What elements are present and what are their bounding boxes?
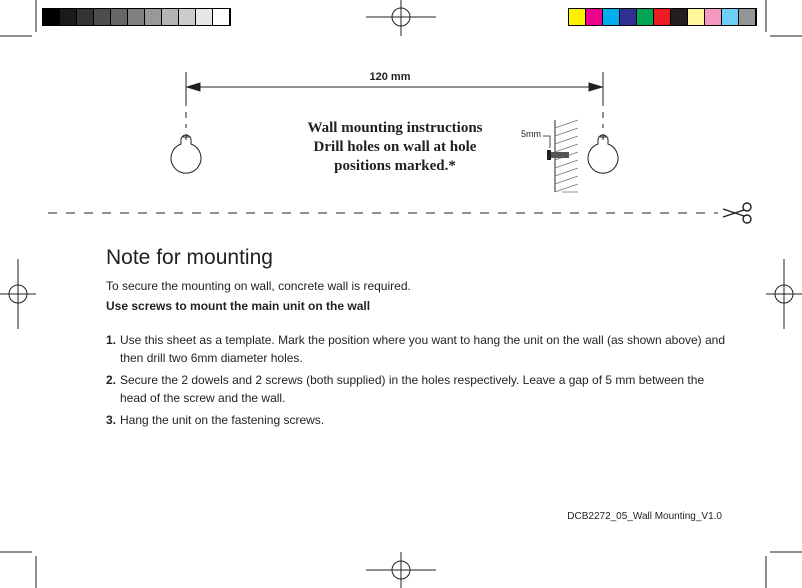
step-item bbox=[106, 371, 726, 407]
scissors-icon bbox=[723, 203, 751, 223]
step-item bbox=[106, 411, 726, 429]
step-item bbox=[106, 331, 726, 367]
screw-head-icon bbox=[547, 150, 551, 160]
document-id: DCB2272_05_Wall Mounting_V1.0 bbox=[567, 511, 722, 522]
mounting-steps bbox=[106, 331, 726, 433]
registration-mark-bottom bbox=[366, 552, 436, 588]
instructions-line-2: Drill holes on wall at hole bbox=[313, 139, 477, 155]
wall-mounting-instructions bbox=[270, 119, 520, 176]
step-number: 3. bbox=[106, 413, 117, 427]
keyhole-left-icon bbox=[171, 134, 201, 173]
step-number: 1. bbox=[106, 333, 117, 347]
keyhole-right-icon bbox=[588, 134, 618, 173]
instructions-line-3: positions marked.* bbox=[334, 158, 456, 174]
step-text: Secure the 2 dowels and 2 screws (both supplied) in the holes respectively. Leave a gap of 5 mm between the head of the screw and the wall. bbox=[120, 373, 705, 405]
step-number: 2. bbox=[106, 373, 117, 387]
registration-mark-left bbox=[0, 259, 36, 329]
gap-label: 5mm bbox=[521, 129, 541, 139]
screw-body-icon bbox=[551, 152, 569, 158]
note-title: Note for mounting bbox=[106, 246, 273, 269]
gap-leader-line bbox=[543, 136, 550, 148]
screw-wall-illustration bbox=[543, 120, 578, 192]
registration-mark-right bbox=[766, 259, 802, 329]
step-text: Use this sheet as a template. Mark the position where you want to hang the unit on the wall (as shown above) and then drill two 6mm diameter holes. bbox=[120, 333, 726, 365]
arrow-left-icon bbox=[187, 83, 200, 91]
step-text: Hang the unit on the fastening screws. bbox=[120, 413, 325, 427]
note-intro: To secure the mounting on wall, concrete wall is required. bbox=[106, 279, 411, 293]
registration-mark-top bbox=[366, 0, 436, 36]
arrow-right-icon bbox=[589, 83, 602, 91]
note-bold-line: Use screws to mount the main unit on the wall bbox=[106, 299, 371, 313]
instructions-line-1: Wall mounting instructions bbox=[307, 120, 483, 136]
dimension-label: 120 mm bbox=[369, 71, 411, 83]
